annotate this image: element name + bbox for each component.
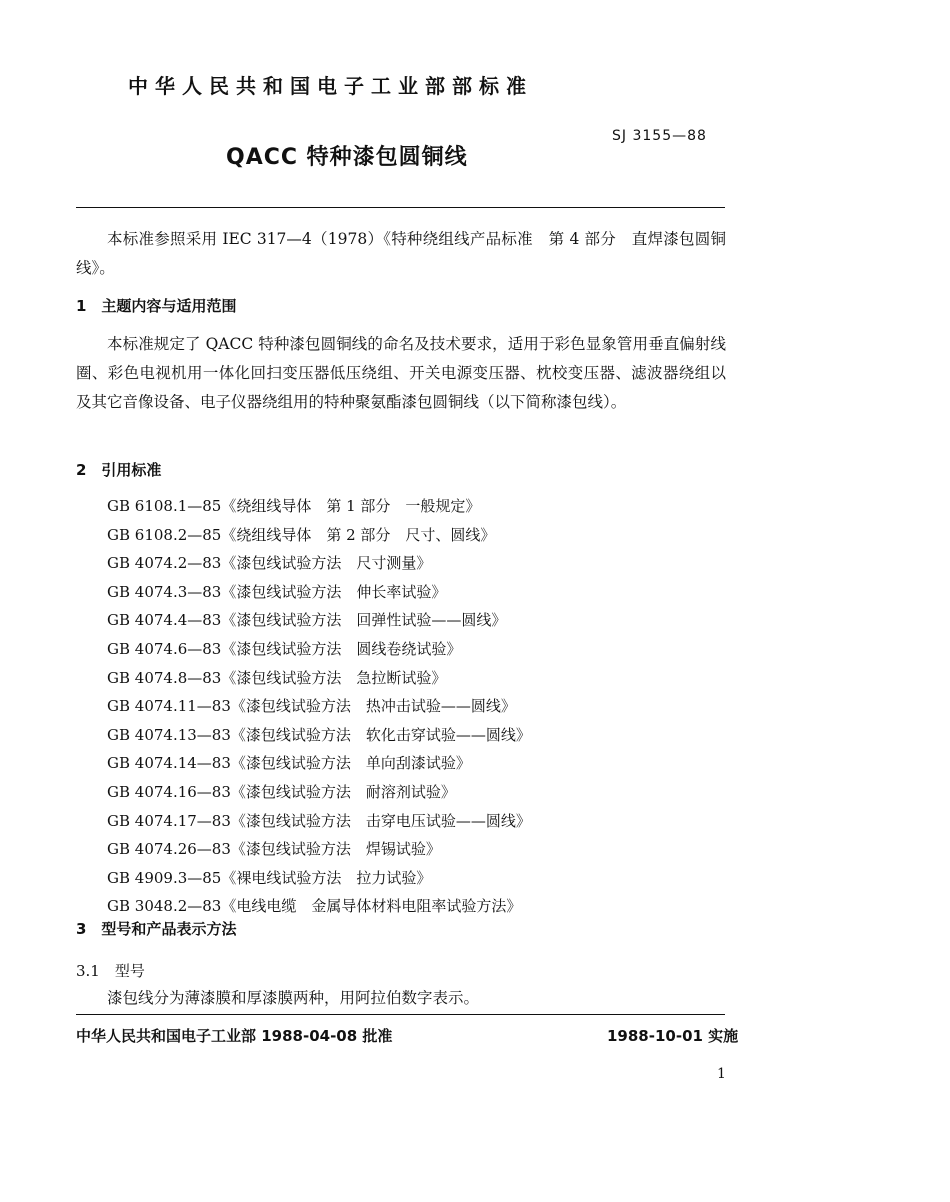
reference-item: GB 4074.3—83《漆包线试验方法 伸长率试验》	[107, 582, 447, 601]
reference-item: GB 6108.2—85《绕组线导体 第 2 部分 尺寸、圆线》	[107, 525, 496, 544]
reference-item: GB 4909.3—85《裸电线试验方法 拉力试验》	[107, 868, 432, 887]
section-3-1-body: 漆包线分为薄漆膜和厚漆膜两种，用阿拉伯数字表示。	[107, 989, 480, 1007]
section-2-heading: 2 引用标准	[76, 461, 162, 479]
section-1-heading: 1 主题内容与适用范围	[76, 297, 237, 315]
footer-divider	[76, 1014, 725, 1015]
reference-item: GB 4074.6—83《漆包线试验方法 圆线卷绕试验》	[107, 639, 462, 658]
section-1-body: 本标准规定了 QACC 特种漆包圆铜线的命名及技术要求，适用于彩色显象管用垂直偏射线圈、彩色电视机用一体化回扫变压器低压绕组、开关电源变压器、枕校变压器、滤波器绕组以及其它音像设备、电子仪器绕组用的特种聚氨酯漆包圆铜线（以下简称漆包线）。	[76, 335, 726, 411]
intro-paragraph: 本标准参照采用 IEC 317—4（1978）《特种绕组线产品标准 第 4 部分 直焊漆包圆铜线》。	[76, 230, 726, 277]
section-3-heading: 3 型号和产品表示方法	[76, 920, 237, 938]
document-title: QACC 特种漆包圆铜线	[226, 145, 468, 170]
approval-date: 中华人民共和国电子工业部 1988-04-08 批准	[76, 1027, 393, 1045]
reference-item: GB 4074.13—83《漆包线试验方法 软化击穿试验——圆线》	[107, 725, 531, 744]
reference-item: GB 6108.1—85《绕组线导体 第 1 部分 一般规定》	[107, 497, 481, 515]
page-number: 1	[717, 1066, 726, 1082]
reference-item: GB 4074.4—83《漆包线试验方法 回弹性试验——圆线》	[107, 611, 507, 630]
reference-item: GB 4074.11—83《漆包线试验方法 热冲击试验——圆线》	[107, 697, 516, 716]
reference-item: GB 4074.14—83《漆包线试验方法 单向刮漆试验》	[107, 754, 471, 773]
top-divider	[76, 207, 725, 208]
reference-item: GB 4074.16—83《漆包线试验方法 耐溶剂试验》	[107, 782, 456, 801]
reference-item: GB 4074.26—83《漆包线试验方法 焊锡试验》	[107, 840, 441, 859]
reference-item: GB 3048.2—83《电线电缆 金属导体材料电阻率试验方法》	[107, 897, 522, 916]
issuer-header: 中华人民共和国电子工业部部标准	[128, 74, 533, 98]
standard-code: SJ 3155—88	[612, 128, 707, 144]
reference-list	[107, 494, 531, 923]
reference-item: GB 4074.17—83《漆包线试验方法 击穿电压试验——圆线》	[107, 811, 531, 830]
effective-date: 1988-10-01 实施	[607, 1027, 739, 1045]
reference-item: GB 4074.8—83《漆包线试验方法 急拉断试验》	[107, 668, 447, 687]
section-3-1-heading: 3.1 型号	[76, 962, 145, 980]
reference-item: GB 4074.2—83《漆包线试验方法 尺寸测量》	[107, 554, 432, 573]
